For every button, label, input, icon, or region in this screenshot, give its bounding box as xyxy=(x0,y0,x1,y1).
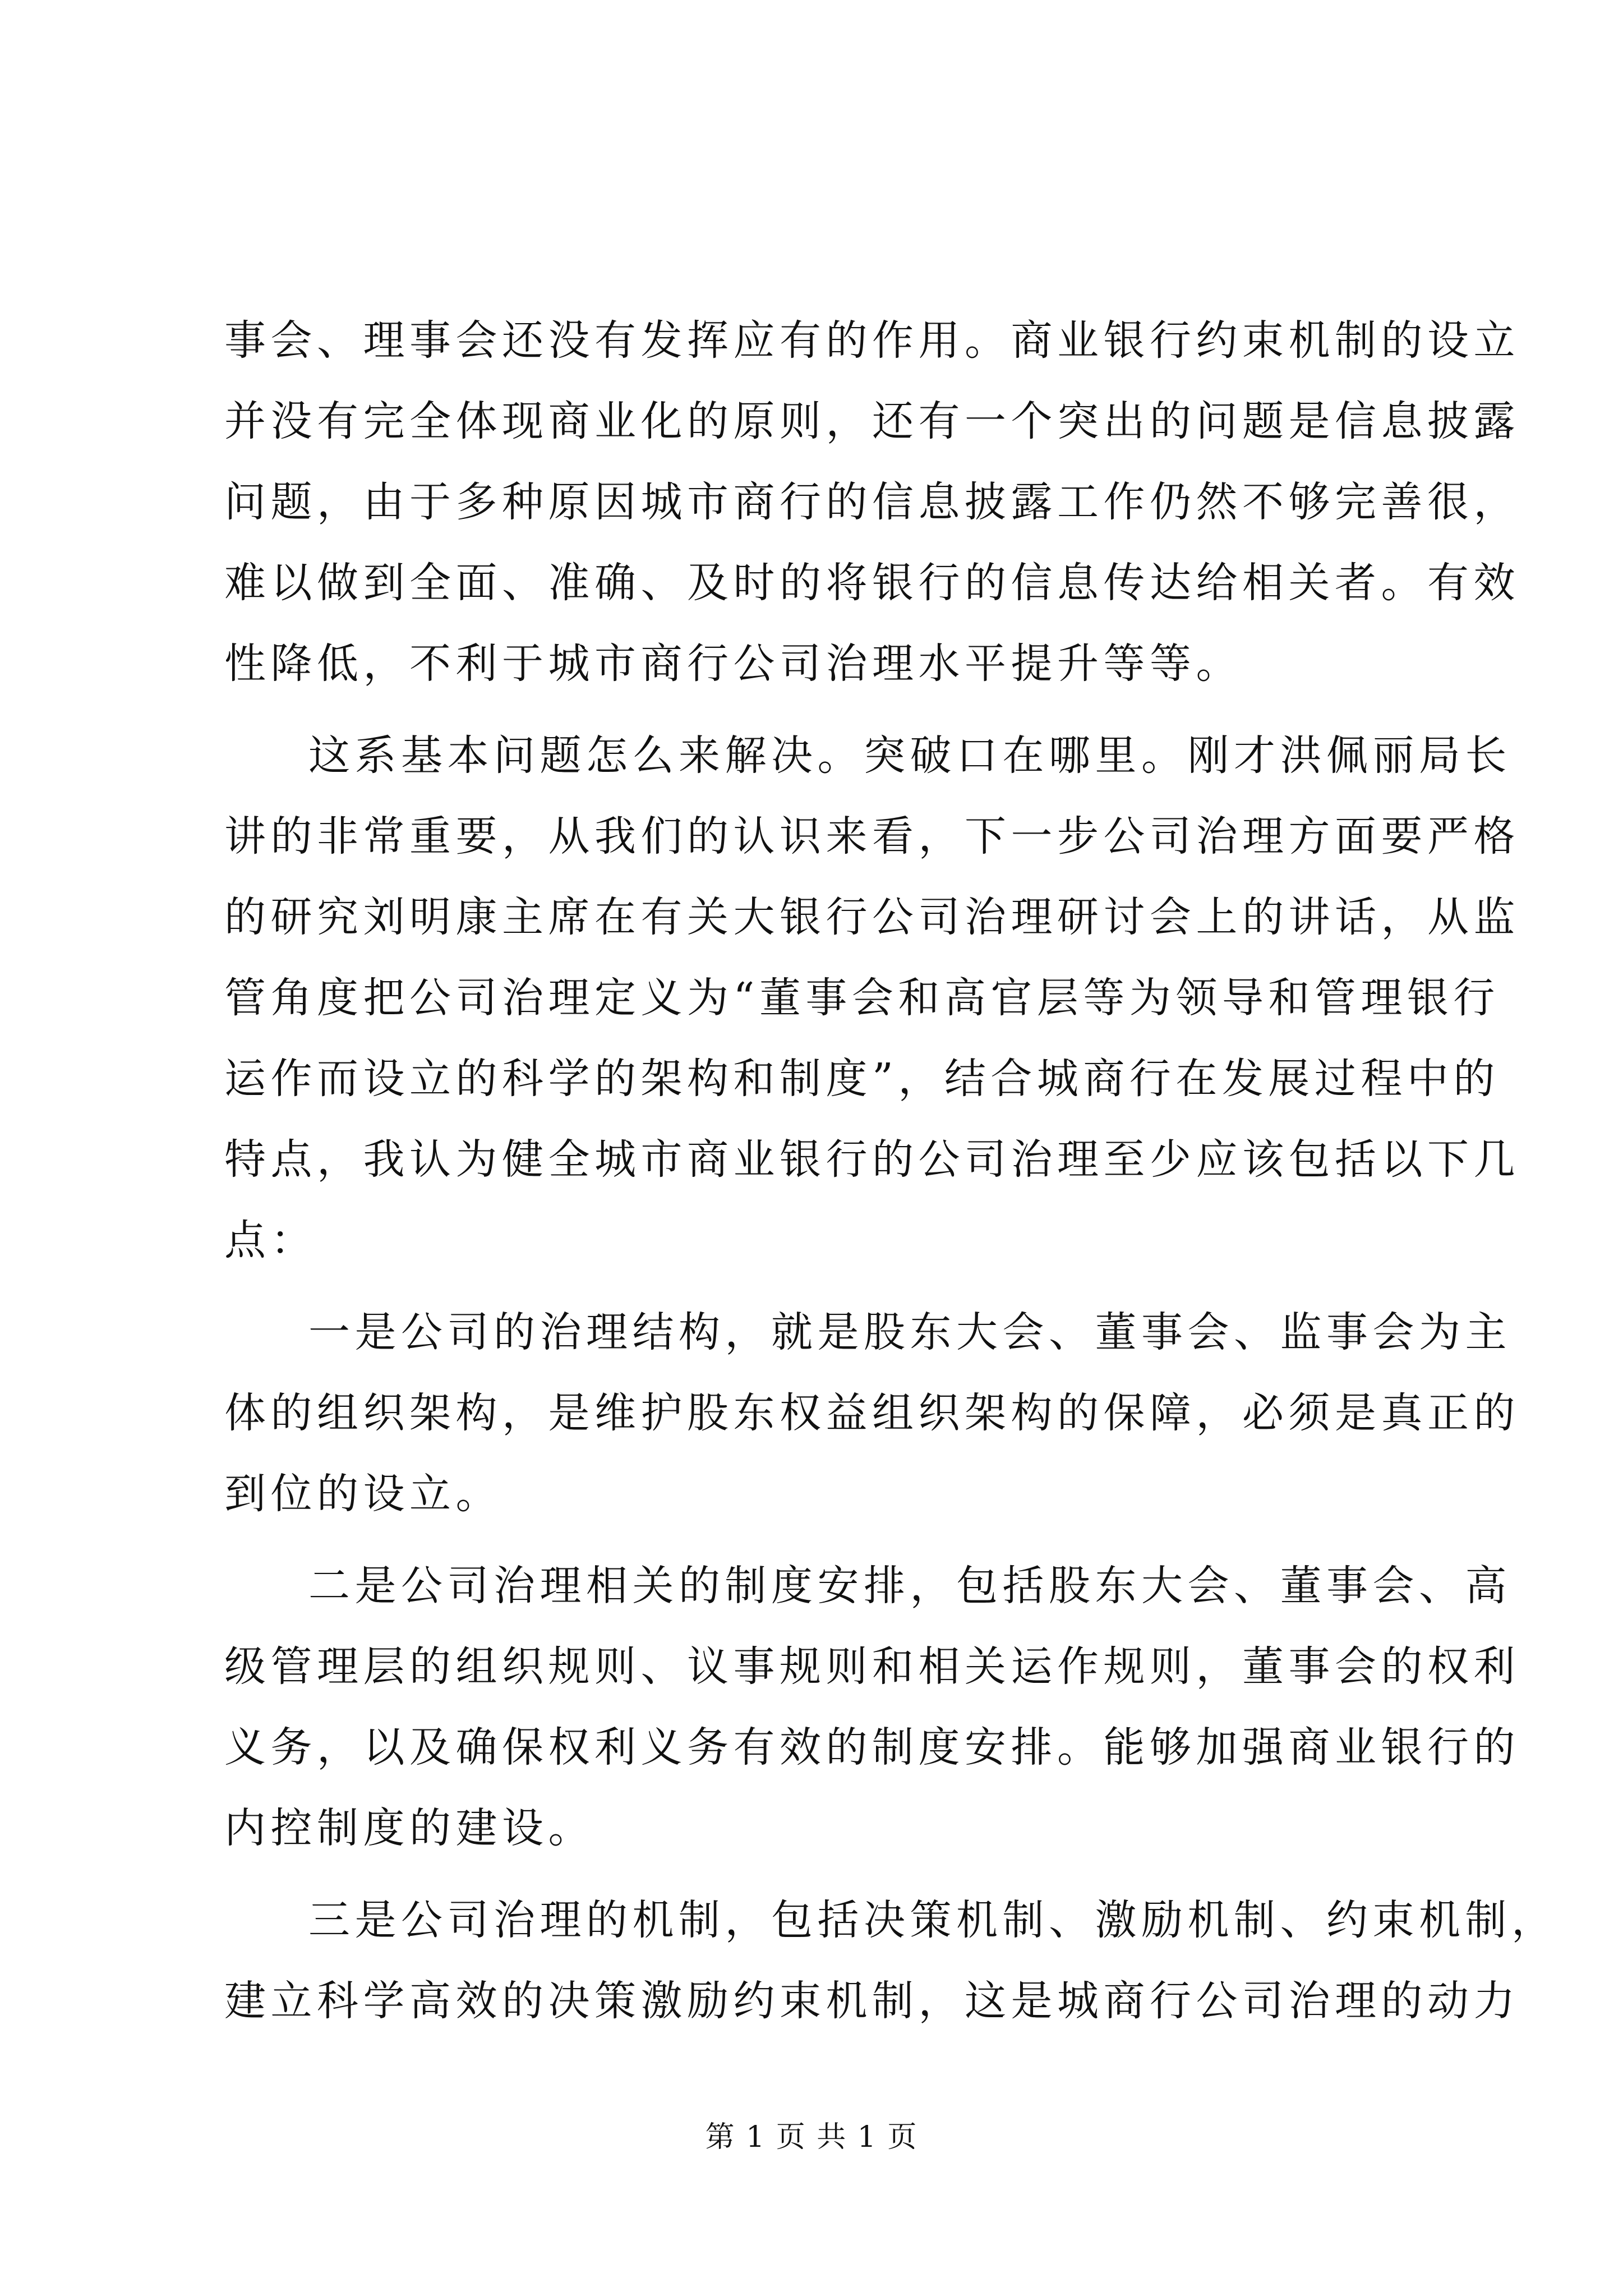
paragraph-line: 义务，以及确保权利义务有效的制度安排。能够加强商业银行的 xyxy=(224,1723,1520,1772)
paragraph-gap xyxy=(224,1869,1424,1880)
paragraph-line: 事会、理事会还没有发挥应有的作用。商业银行约束机制的设立 xyxy=(224,316,1520,365)
paragraph-line: 难以做到全面、准确、及时的将银行的信息传达给相关者。有效 xyxy=(224,559,1520,607)
paragraph-line: 一是公司的治理结构，就是股东大会、董事会、监事会为主 xyxy=(308,1308,1511,1356)
paragraph-line: 内控制度的建设。 xyxy=(224,1804,594,1852)
document-body xyxy=(224,300,1558,2041)
paragraph-line: 并没有完全体现商业化的原则，还有一个突出的问题是信息披露 xyxy=(224,397,1520,445)
paragraph-line: 到位的设立。 xyxy=(224,1470,502,1518)
paragraph-line: 特点，我认为健全城市商业银行的公司治理至少应该包括以下几 xyxy=(224,1135,1520,1184)
paragraph-line: 点： xyxy=(224,1216,317,1264)
paragraph-line: 问题，由于多种原因城市商行的信息披露工作仍然不够完善很， xyxy=(224,478,1520,526)
paragraph-line: 这系基本问题怎么来解决。突破口在哪里。刚才洪佩丽局长 xyxy=(308,731,1511,780)
paragraph-gap xyxy=(224,704,1424,715)
paragraph-line: 讲的非常重要，从我们的认识来看，下一步公司治理方面要严格 xyxy=(224,812,1520,861)
page-footer: 第 1 页 共 1 页 xyxy=(705,2120,918,2154)
paragraph-line: 级管理层的组织规则、议事规则和相关运作规则，董事会的权利 xyxy=(224,1642,1520,1691)
paragraph-line: 管角度把公司治理定义为“董事会和高官层等为领导和管理银行 xyxy=(224,974,1500,1022)
paragraph-gap xyxy=(224,1281,1424,1292)
paragraph-line: 三是公司治理的机制，包括决策机制、激励机制、约束机制， xyxy=(308,1896,1558,1944)
paragraph-line: 体的组织架构，是维护股东权益组织架构的保障，必须是真正的 xyxy=(224,1389,1520,1437)
paragraph-line: 运作而设立的科学的架构和制度”，结合城商行在发展过程中的 xyxy=(224,1055,1500,1103)
paragraph-line: 建立科学高效的决策激励约束机制，这是城商行公司治理的动力 xyxy=(224,1977,1520,2025)
paragraph-gap xyxy=(224,1534,1424,1545)
paragraph-line: 性降低，不利于城市商行公司治理水平提升等等。 xyxy=(224,639,1242,688)
paragraph-line: 的研究刘明康主席在有关大银行公司治理研讨会上的讲话，从监 xyxy=(224,893,1520,941)
paragraph-line: 二是公司治理相关的制度安排，包括股东大会、董事会、高 xyxy=(308,1562,1511,1610)
